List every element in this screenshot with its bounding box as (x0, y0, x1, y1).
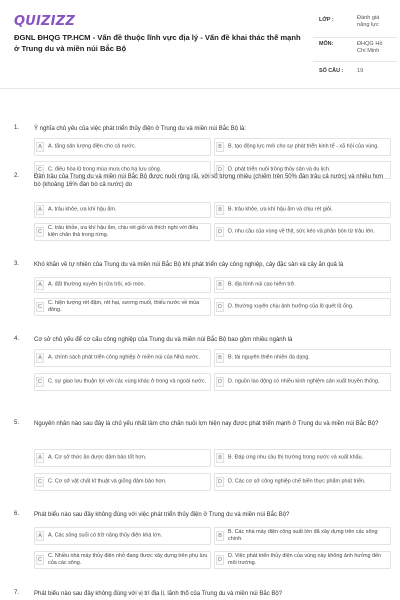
answer-option[interactable] (214, 223, 391, 241)
answer-option[interactable] (214, 349, 391, 367)
question-number: 5. (14, 420, 20, 426)
answer-option[interactable] (34, 473, 211, 491)
answer-option[interactable] (214, 138, 391, 156)
question-number: 1. (14, 125, 20, 131)
option-letter: A (36, 531, 44, 541)
option-text: D. Việc phát triển thủy điện của vùng này không ảnh hưởng đến môi trường. (228, 552, 381, 566)
option-text: B. tài nguyên thiên nhiên đa dạng. (228, 354, 310, 361)
option-letter: C (36, 227, 44, 237)
question-number: 6. (14, 511, 20, 517)
option-letter: B (216, 142, 224, 152)
option-letter: B (216, 353, 224, 363)
option-text: D. nhu cầu của vùng về thịt, sức kéo và phân bón từ trâu lớn. (228, 228, 375, 235)
meta-subject-value: ĐHQG Hồ Chí Minh (357, 41, 383, 54)
question-number: 7. (14, 590, 20, 596)
meta-count-value: 19 (357, 68, 364, 74)
option-letter: D (216, 302, 224, 312)
option-text: B. Đáp ứng nhu cầu thị trường trong nước và xuất khẩu. (228, 454, 364, 461)
header-divider (0, 88, 400, 89)
answer-option[interactable] (34, 298, 211, 316)
answer-option[interactable] (34, 449, 211, 467)
question-text: Phát biểu nào sau đây không đúng với việc phát triển thủy điện ở Trung du và miền núi Bắc Bộ? (34, 512, 290, 518)
answer-option[interactable] (214, 449, 391, 467)
option-text: A. Cơ sở thức ăn được đảm bảo tốt hơn. (48, 454, 147, 461)
answer-option[interactable] (214, 373, 391, 391)
option-letter: D (216, 377, 224, 387)
option-text: D. Các cơ sở công nghiệp chế biến thực phẩm phát triển. (228, 478, 366, 485)
option-letter: B (216, 531, 224, 541)
question-text: Đàn trâu của Trung du và miền núi Bắc Bộ được nuôi rộng rãi, với số lượng nhiều (chiếm trên 50% đàn trâu cả nước) và nhiều hơn bò (khoảng 16% đàn bò cả nước) do (34, 174, 384, 189)
answer-option[interactable] (34, 373, 211, 391)
answer-option[interactable] (214, 298, 391, 316)
option-letter: D (216, 165, 224, 175)
option-letter: C (36, 165, 44, 175)
option-letter: A (36, 280, 44, 290)
option-text: B. tạo động lực mới cho sự phát triển kinh tế - xã hội của vùng. (228, 143, 379, 150)
answer-option[interactable] (34, 277, 211, 293)
option-text: B. địa hình núi cao hiểm trở. (228, 281, 296, 288)
answer-option[interactable] (34, 551, 211, 569)
option-text: B. trâu khỏe, ưa khí hậu ẩm và chịu rét giỏi. (228, 206, 333, 213)
answer-option[interactable] (34, 202, 211, 218)
option-letter: A (36, 453, 44, 463)
option-text: B. Các nhà máy điện công suất lớn đã xây dựng trên các sông chính. (228, 528, 378, 542)
option-letter: B (216, 205, 224, 215)
question-number: 2. (14, 173, 20, 179)
question-text: Phát biểu nào sau đây không đúng với vị trí địa lí, lãnh thổ của Trung du và miền núi Bắc Bộ? (34, 591, 283, 597)
answer-option[interactable] (34, 527, 211, 545)
option-text: A. trâu khỏe, ưa khí hậu ẩm. (48, 206, 117, 213)
option-letter: C (36, 377, 44, 387)
option-text: C. Cơ sở vật chất kĩ thuật và giống đảm bảo hơn. (48, 478, 167, 485)
option-letter: D (216, 555, 224, 565)
answer-option[interactable] (214, 277, 391, 293)
answer-option[interactable] (214, 527, 391, 545)
question-text: Nguyên nhân nào sau đây là chủ yếu nhất làm cho chăn nuôi lợn hiện nay được phát triển mạnh ở Trung du và miền núi Bắc Bộ? (34, 421, 379, 427)
question-number: 4. (14, 336, 20, 342)
meta-divider (313, 61, 397, 62)
option-text: A. đất thường xuyên bị rửa trôi, xói mòn. (48, 281, 146, 288)
answer-option[interactable] (34, 349, 211, 367)
option-text: D. nguồn lao động có nhiều kinh nghiệm sản xuất truyền thống. (228, 378, 380, 385)
option-text: A. tăng sản lượng điện cho cả nước. (48, 143, 137, 150)
option-text: D. phát triển nuôi trồng thủy sản và du lịch. (228, 166, 331, 173)
option-letter: A (36, 142, 44, 152)
option-letter: A (36, 205, 44, 215)
option-text: C. điều hòa lũ trong mùa mưa cho hạ lưu sông. (48, 166, 162, 173)
option-text: A. chính sách phát triển công nghiệp ở miền núi của Nhà nước. (48, 354, 200, 361)
option-text: C. hiện tượng rét đậm, rét hại, sương muối, thiếu nước về mùa đông. (48, 299, 200, 313)
option-letter: A (36, 353, 44, 363)
option-text: C. sự giao lưu thuận lợi với các vùng khác ở trong và ngoài nước. (48, 378, 207, 385)
option-text: D. thường xuyên chịu ảnh hưởng của lũ quét lũ ống. (228, 303, 354, 310)
question-text: Khó khăn về tự nhiên của Trung du và miền núi Bắc Bộ khi phát triển cây công nghiệp, cây đặc sản và cây ăn quả là (34, 262, 344, 268)
meta-divider (313, 37, 397, 38)
question-text: Ý nghĩa chủ yếu của việc phát triển thủy điện ở Trung du và miền núi Bắc Bộ là: (34, 126, 247, 132)
worksheet-title: ĐGNL ĐHQG TP.HCM - Vấn đề thuộc lĩnh vực địa lý - Vấn đề khai thác thế mạnh ở Trung du và miền núi Bắc Bộ (14, 33, 301, 53)
answer-option[interactable] (34, 138, 211, 156)
meta-class-value: Đánh giá năng lực (357, 15, 380, 28)
quizizz-logo: QUIZIZZ (14, 14, 75, 29)
option-letter: B (216, 280, 224, 290)
answer-option[interactable] (214, 473, 391, 491)
meta-class-label: LỚP : (319, 17, 334, 23)
answer-option[interactable] (214, 551, 391, 569)
option-letter: C (36, 302, 44, 312)
meta-subject-label: MÔN: (319, 41, 334, 47)
option-letter: C (36, 555, 44, 565)
option-text: C. Nhiều nhà máy thủy điện nhỏ đang được xây dựng trên phụ lưu của các sông. (48, 552, 208, 566)
option-text: C. trâu khỏe, ưa khí hậu ẩm, chịu rét giỏi và thích nghi với điều kiện chăn thả trong rừng. (48, 224, 199, 238)
answer-option[interactable] (34, 223, 211, 241)
option-letter: C (36, 477, 44, 487)
option-letter: D (216, 477, 224, 487)
meta-count-label: SỐ CÂU : (319, 68, 344, 74)
option-text: A. Các sông suối có trữ năng thủy điện khá lớn. (48, 532, 163, 539)
option-letter: D (216, 227, 224, 237)
answer-option[interactable] (214, 202, 391, 218)
question-text: Cơ sở chủ yếu để cơ cấu công nghiệp của Trung du và miền núi Bắc Bộ bao gồm nhiều ngành là (34, 337, 293, 343)
worksheet-header (0, 0, 400, 88)
question-number: 3. (14, 261, 20, 267)
option-letter: B (216, 453, 224, 463)
